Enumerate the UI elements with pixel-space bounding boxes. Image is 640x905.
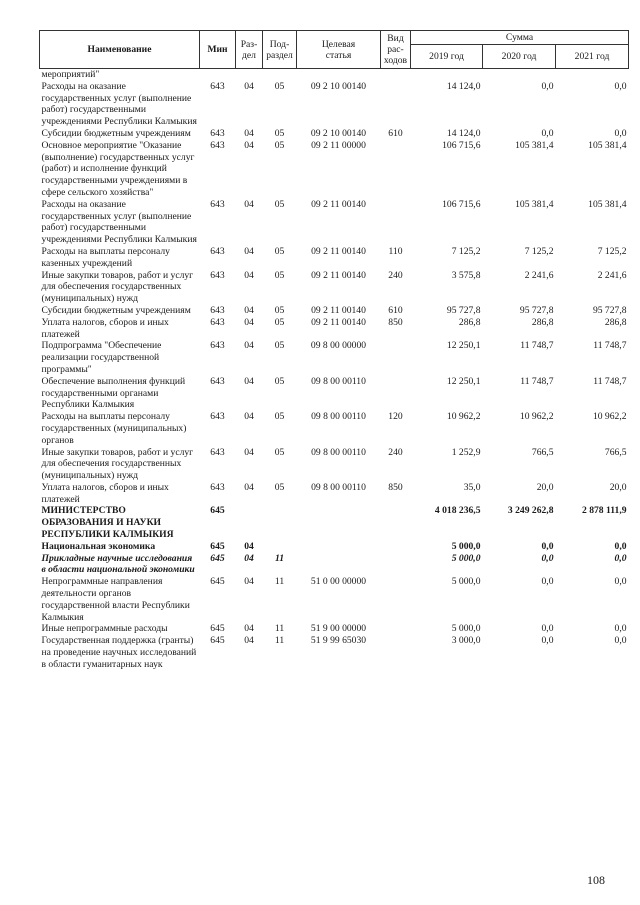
row-sum-2020: 2 241,6: [524, 269, 554, 281]
table-row: [40, 376, 629, 411]
row-statya: 09 8 00 00110: [311, 375, 366, 387]
row-sum-2019: 14 124,0: [446, 127, 481, 139]
row-vid: [381, 81, 411, 128]
table-row: [40, 340, 629, 375]
row-statya: [297, 553, 381, 577]
row-razdel: 04: [244, 623, 254, 635]
row-podrazdel: 11: [274, 623, 285, 635]
row-sum-2020: 0,0: [541, 80, 554, 92]
header-name: Наименование: [40, 31, 200, 69]
row-vid: [381, 576, 411, 623]
row-sum-2019: 5 000,0: [451, 576, 481, 588]
header-razdel: [236, 31, 263, 69]
row-sum-2020: 95 727,8: [519, 304, 554, 316]
row-sum-2020: 10 962,2: [519, 411, 554, 423]
row-sum-2021: 20,0: [609, 481, 627, 493]
row-statya: 09 2 11 00140: [311, 304, 366, 316]
row-name: Подпрограмма "Обеспечение реализации государственной программы": [41, 340, 162, 375]
row-name: Иные закупки товаров, работ и услуг для обеспечения государственных (муниципальных) нужд: [41, 269, 194, 305]
row-razdel: 04: [244, 269, 254, 281]
row-podrazdel: 05: [274, 198, 285, 210]
row-sum-2021: 0,0: [614, 576, 627, 588]
row-vid: [381, 505, 411, 540]
row-sum-2019: 3 575,8: [451, 269, 481, 281]
row-statya: 09 2 11 00140: [311, 245, 366, 257]
row-sum-2021: 0,0: [614, 635, 627, 647]
header-summa: Сумма: [411, 31, 629, 45]
row-min: 643: [210, 446, 225, 458]
table-row: [40, 541, 629, 553]
row-podrazdel: 05: [274, 340, 285, 352]
row-podrazdel: 05: [274, 446, 285, 458]
row-razdel: 04: [244, 540, 254, 552]
row-statya: [297, 541, 381, 553]
row-vid: [381, 199, 411, 246]
row-name: Основное мероприятие "Оказание (выполнение) государственных услуг (работ) и исполнение функций государственными учреждениями в сфере сельского хозяйства": [41, 139, 195, 198]
row-name: Иные закупки товаров, работ и услуг для обеспечения государственных (муниципальных) нужд: [41, 446, 194, 482]
row-sum-2021: 95 727,8: [592, 304, 627, 316]
row-sum-2020: [483, 69, 556, 81]
row-sum-2021: 0,0: [614, 540, 627, 552]
row-min: 643: [210, 481, 225, 493]
header-vid: [381, 31, 411, 69]
row-razdel: 04: [244, 576, 254, 588]
row-razdel: 04: [244, 316, 254, 328]
row-sum-2020: 0,0: [541, 540, 554, 552]
row-razdel: [236, 69, 263, 81]
row-razdel: 04: [244, 375, 254, 387]
table-row: [40, 411, 629, 446]
row-name: Государственная поддержка (гранты) на проведение научных исследований в области гуманитарных наук: [41, 635, 197, 670]
row-vid: [381, 140, 411, 199]
row-sum-2020: 105 381,4: [515, 198, 554, 210]
row-sum-2019: 106 715,6: [442, 139, 481, 151]
row-sum-2021: 0,0: [614, 552, 627, 564]
row-sum-2019: 10 962,2: [446, 411, 481, 423]
row-razdel: 04: [244, 481, 254, 493]
table-row: [40, 128, 629, 140]
table-row: [40, 69, 629, 81]
row-min: 643: [210, 198, 225, 210]
header-statya-text: Целевая статья: [321, 38, 356, 61]
row-razdel: 04: [244, 127, 254, 139]
row-statya: 09 2 11 00000: [311, 139, 366, 151]
page-number: 108: [587, 873, 605, 887]
row-razdel: 04: [244, 411, 254, 423]
row-sum-2019: 14 124,0: [446, 80, 481, 92]
row-razdel: 04: [244, 304, 254, 316]
row-sum-2019: 1 252,9: [451, 446, 481, 458]
row-min: 643: [210, 80, 225, 92]
header-vid-text: Вид рас- ходов: [383, 33, 408, 66]
row-vid: 850: [388, 316, 403, 328]
header-podrazdel: [263, 31, 297, 69]
row-razdel: 04: [244, 552, 254, 564]
table-row: [40, 305, 629, 317]
row-vid: [381, 376, 411, 411]
row-vid: [381, 340, 411, 375]
table-row: [40, 199, 629, 246]
header-statya: [297, 31, 381, 69]
row-razdel: 04: [244, 446, 254, 458]
row-name: Уплата налогов, сборов и иных платежей: [41, 316, 169, 340]
row-razdel: 04: [244, 340, 254, 352]
row-name: Расходы на выплаты персоналу государственных (муниципальных) органов: [41, 411, 187, 446]
row-sum-2020: 7 125,2: [524, 245, 554, 257]
row-podrazdel: 05: [274, 127, 285, 139]
row-vid: [381, 635, 411, 670]
row-razdel: 04: [244, 635, 254, 647]
row-razdel: [236, 505, 263, 540]
row-statya: 09 2 11 00140: [311, 269, 366, 281]
row-statya: 09 8 00 00110: [311, 411, 366, 423]
row-podrazdel: 05: [274, 139, 285, 151]
row-sum-2019: 3 000,0: [451, 635, 481, 647]
row-min: 643: [210, 316, 225, 328]
row-name: Субсидии бюджетным учреждениям: [41, 304, 191, 316]
row-sum-2020: 105 381,4: [515, 139, 554, 151]
row-statya: 09 2 11 00140: [311, 316, 366, 328]
row-podrazdel: 05: [274, 304, 285, 316]
table-row: [40, 246, 629, 270]
row-statya: 51 9 00 00000: [310, 623, 367, 635]
row-sum-2019: 286,8: [458, 316, 481, 328]
row-sum-2020: 11 748,7: [520, 340, 554, 352]
row-vid: [381, 541, 411, 553]
row-min: 643: [210, 340, 225, 352]
row-vid: 240: [388, 269, 403, 281]
row-sum-2020: 0,0: [541, 576, 554, 588]
row-sum-2021: 105 381,4: [588, 198, 627, 210]
row-vid: 850: [388, 481, 403, 493]
row-statya: 09 8 00 00110: [311, 446, 366, 458]
row-vid: 110: [388, 245, 403, 257]
table-row: [40, 635, 629, 670]
row-statya: [297, 69, 381, 81]
row-min: 643: [210, 127, 225, 139]
row-podrazdel: 05: [274, 80, 285, 92]
row-podrazdel: 11: [274, 576, 285, 588]
row-name: Непрограммные направления деятельности органов государственной власти Республики Калмыкия: [41, 576, 190, 623]
row-podrazdel: 05: [274, 316, 285, 328]
row-statya: 09 2 10 00140: [310, 127, 367, 139]
table-row: [40, 553, 629, 577]
row-podrazdel: 05: [274, 375, 285, 387]
table-row: [40, 447, 629, 482]
row-name: Иные непрограммные расходы: [41, 623, 168, 635]
budget-table: [39, 30, 629, 671]
row-vid: 120: [388, 411, 403, 423]
row-statya: 51 0 00 00000: [310, 576, 367, 588]
row-sum-2021: 7 125,2: [597, 245, 627, 257]
row-podrazdel: 11: [274, 635, 285, 647]
row-min: [200, 69, 236, 81]
row-sum-2019: 95 727,8: [446, 304, 481, 316]
row-min: 643: [210, 411, 225, 423]
row-vid: 240: [388, 446, 403, 458]
row-podrazdel: [263, 69, 297, 81]
row-name: Обеспечение выполнения функций государственными органами Республики Калмыкия: [41, 375, 186, 411]
row-name: Субсидии бюджетным учреждениям: [41, 127, 191, 139]
row-vid: [381, 69, 411, 81]
row-sum-2020: 286,8: [531, 316, 554, 328]
row-name: Расходы на оказание государственных услуг (выполнение работ) государственными учреждениями Республики Калмыкия: [41, 80, 197, 128]
table-row: [40, 576, 629, 623]
row-sum-2021: 2 878 111,9: [582, 505, 627, 517]
row-sum-2020: 11 748,7: [520, 375, 554, 387]
row-sum-2019: 4 018 236,5: [434, 505, 481, 517]
row-min: 645: [210, 505, 225, 517]
row-sum-2020: 0,0: [541, 623, 554, 635]
row-podrazdel: 11: [274, 552, 285, 564]
row-sum-2020: 0,0: [541, 635, 554, 647]
row-min: 643: [210, 245, 225, 257]
row-sum-2019: 106 715,6: [442, 198, 481, 210]
row-sum-2019: 35,0: [463, 481, 481, 493]
header-2020: 2020 год: [483, 45, 556, 69]
row-sum-2021: 11 748,7: [593, 340, 627, 352]
row-min: 643: [210, 269, 225, 281]
row-razdel: 04: [244, 80, 254, 92]
row-vid: [381, 553, 411, 577]
row-podrazdel: 05: [274, 481, 285, 493]
table-row: [40, 140, 629, 199]
row-min: 645: [210, 623, 225, 635]
row-sum-2021: 286,8: [604, 316, 627, 328]
row-razdel: 04: [244, 198, 254, 210]
row-sum-2019: 12 250,1: [446, 375, 481, 387]
table-row: [40, 317, 629, 341]
row-podrazdel: [263, 541, 297, 553]
row-statya: [297, 505, 381, 540]
row-sum-2020: 20,0: [536, 481, 554, 493]
row-sum-2019: 7 125,2: [451, 245, 481, 257]
row-sum-2021: [556, 69, 629, 81]
row-sum-2021: 766,5: [604, 446, 627, 458]
row-statya: 09 8 00 00110: [311, 481, 366, 493]
row-podrazdel: 05: [274, 269, 285, 281]
table-row: [40, 270, 629, 305]
row-name: Прикладные научные исследования в области национальной экономики: [41, 552, 195, 576]
row-name: мероприятий": [41, 69, 100, 80]
row-podrazdel: 05: [274, 245, 285, 257]
row-min: 645: [210, 552, 225, 564]
row-name: Национальная экономика: [41, 540, 156, 552]
header-2021: 2021 год: [556, 45, 629, 69]
row-min: 645: [210, 576, 225, 588]
row-sum-2021: 105 381,4: [588, 139, 627, 151]
row-razdel: 04: [244, 139, 254, 151]
row-sum-2020: 0,0: [541, 127, 554, 139]
row-sum-2019: 5 000,0: [451, 552, 481, 564]
table-row: [40, 81, 629, 128]
row-statya: 09 2 11 00140: [311, 198, 366, 210]
row-min: 643: [210, 375, 225, 387]
row-sum-2021: 11 748,7: [593, 375, 627, 387]
row-razdel: 04: [244, 245, 254, 257]
row-vid: 610: [388, 304, 403, 316]
row-statya: 09 8 00 00000: [310, 340, 367, 352]
header-min: Мин: [200, 31, 236, 69]
row-vid: 610: [388, 127, 403, 139]
table-body: [40, 69, 629, 671]
row-sum-2021: 10 962,2: [592, 411, 627, 423]
row-min: 645: [210, 540, 225, 552]
row-sum-2021: 0,0: [614, 623, 627, 635]
row-name: МИНИСТЕРСТВО ОБРАЗОВАНИЯ И НАУКИ РЕСПУБЛИКИ КАЛМЫКИЯ: [41, 505, 174, 541]
row-name: Уплата налогов, сборов и иных платежей: [41, 481, 169, 505]
row-sum-2021: 2 241,6: [597, 269, 627, 281]
header-podrazdel-text: Под- раздел: [266, 38, 293, 61]
table-row: [40, 623, 629, 635]
row-podrazdel: 05: [274, 411, 285, 423]
row-sum-2021: 0,0: [614, 127, 627, 139]
row-vid: [381, 623, 411, 635]
row-min: 643: [210, 304, 225, 316]
row-sum-2019: 12 250,1: [446, 340, 481, 352]
row-min: 645: [210, 635, 225, 647]
row-sum-2019: [411, 69, 483, 81]
header-razdel-text: Раз- дел: [240, 38, 258, 61]
row-sum-2019: 5 000,0: [451, 540, 481, 552]
row-name: Расходы на оказание государственных услуг (выполнение работ) государственными учреждениями Республики Калмыкия: [41, 198, 197, 246]
row-min: 643: [210, 139, 225, 151]
row-name: Расходы на выплаты персоналу казенных учреждений: [41, 245, 170, 269]
header-2019: 2019 год: [411, 45, 483, 69]
row-sum-2020: 0,0: [541, 552, 554, 564]
row-sum-2021: 0,0: [614, 80, 627, 92]
table-row: [40, 505, 629, 540]
row-statya: 09 2 10 00140: [310, 80, 367, 92]
row-statya: 51 9 99 65030: [310, 635, 367, 647]
row-sum-2020: 766,5: [531, 446, 554, 458]
row-podrazdel: [263, 505, 297, 540]
table-row: [40, 482, 629, 506]
row-sum-2019: 5 000,0: [451, 623, 481, 635]
row-sum-2020: 3 249 262,8: [507, 505, 554, 517]
